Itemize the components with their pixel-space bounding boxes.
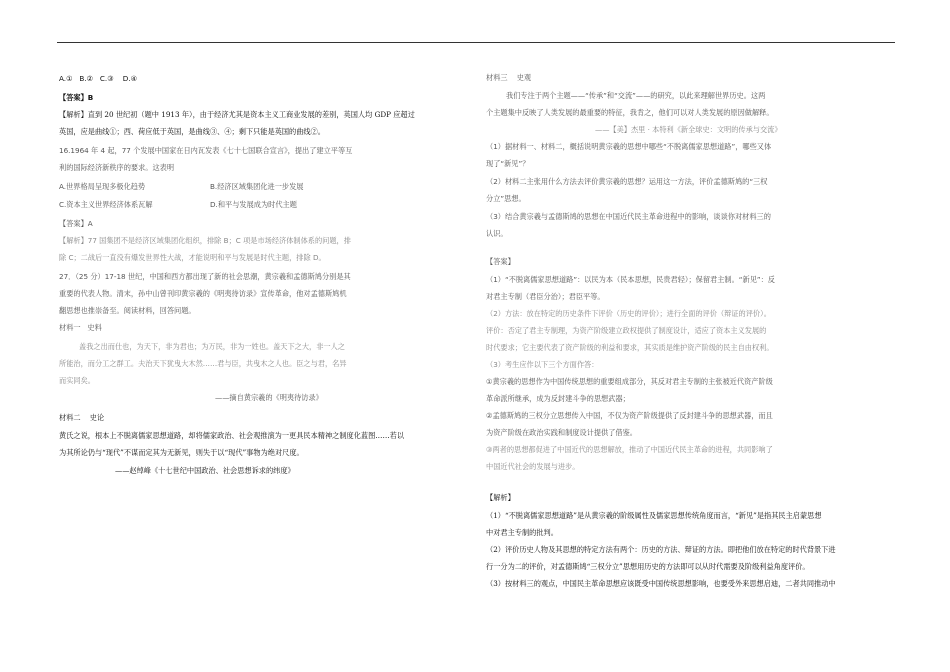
sub-question-3: 认识。 xyxy=(486,229,508,238)
answer-line: ③两者的思想都促进了中国近代的思想解放，推动了中国近代民主革命的进程，共同影响了 xyxy=(486,445,773,454)
material-1-source: ——摘自黄宗羲的《明夷待访录》 xyxy=(215,393,323,402)
material-3-text: 个主题集中反映了人类发展的最重要的特征，我肯之，他们可以对人类发展的原因做解释。 xyxy=(486,108,774,117)
answer-line: ②孟德斯鸠的三权分立思想传入中国，不仅为资产阶级提供了反封建斗争的思想武器，而且 xyxy=(486,411,773,420)
question-27-stem: 重要的代表人物。清末，孙中山曾刊印黄宗羲的《明夷待访录》宣传革命，他对孟德斯鸠机 xyxy=(59,289,347,298)
material-1-text: 盖我之出而仕也，为天下，非为君也；为万民，非为一姓也。盖天下之大，非一人之 xyxy=(79,342,345,351)
analysis-line: 【解析】直到 20 世纪初（题中 1913 年），由于经济尤其是资本主义工商业发展的差别，英国人均 GDP 应超过 xyxy=(59,110,415,119)
material-2-title: 材料二 史论 xyxy=(59,413,105,422)
analysis-line: 【解析】77 国集团不是经济区域集团化组织，排除 B；C 项是市场经济体制体系的问题，排 xyxy=(59,236,351,245)
answer-line: ①黄宗羲的思想作为中国传统思想的重要组成部分，其反对君主专制的主张被近代资产阶级 xyxy=(486,377,773,386)
material-1-title: 材料一 史料 xyxy=(59,323,102,332)
answer-line: （1）“不脱离儒家思想道路”：以民为本（民本思想，民贵君轻）；保留君主制。“新见”：反 xyxy=(486,275,775,284)
analysis-line: （3）按材料三的观点，中国民主革命思想应该既受中国传统思想影响，也要受外来思想启迪，二者共同推动中 xyxy=(486,579,836,588)
answer-label: 【答案】A xyxy=(59,219,93,228)
material-1-text: 而实同矣。 xyxy=(59,376,95,385)
sub-question-3: （3）结合黄宗羲与孟德斯鸠的思想在中国近代民主革命进程中的影响，谈谈你对材料三的 xyxy=(486,212,771,221)
answer-line: 中国近代社会的发展与进步。 xyxy=(486,462,580,471)
question-26-stem: 利的国际经济新秩序的要求。这表明 xyxy=(59,163,175,172)
question-27-stem: 27．（25 分）17-18 世纪，中国和西方都出现了新的社会思潮，黄宗羲和孟德斯鸠分别是其 xyxy=(59,272,351,281)
material-3-text: 我们专注于两个主题——“传承”和“交流”——的研究，以此来理解世界历史。这两 xyxy=(506,91,766,100)
sub-question-2: 分立”思想。 xyxy=(486,194,526,203)
analysis-line: 除 C；二战后一直没有爆发世界性大战，才能说明和平与发展是时代主题，排除 D。 xyxy=(59,253,326,262)
analysis-line: 中对君主专制的批判。 xyxy=(486,528,558,537)
answer-line: 时代要求；它主要代表了资产阶级的利益和要求，其实质是维护资产阶级的民主自由权利。 xyxy=(486,343,774,352)
option-d: D.和平与发展成为时代主题 xyxy=(210,200,297,209)
question-options: A.① B.② C.③ D.④ xyxy=(59,74,138,83)
answer-line: 革命派所继承，成为反封建斗争的思想武器； xyxy=(486,394,630,403)
option-b: B.经济区域集团化进一步发展 xyxy=(210,182,304,191)
answer-line: 评价：否定了君主专制理，为资产阶级建立政权提供了制度设计，适应了资本主义发展的 xyxy=(486,326,767,335)
header-rule xyxy=(57,42,895,43)
analysis-line: （1）“不脱离儒家思想道路”是从黄宗羲的阶级属性及儒家思想传统角度而言，“新见”是指其民主启蒙思想 xyxy=(486,511,822,520)
sub-question-1: （1）据材料一、材料二，概括说明黄宗羲的思想中哪些“不脱离儒家思想道路”，哪些又体 xyxy=(486,142,772,151)
analysis-line: （2）评价历史人物及其思想的特定方法有两个：历史的方法、辩证的方法。即把他们放在特定的时代背景下进 xyxy=(486,545,836,554)
question-26-stem: 16.1964 年 4 起，77 个发展中国家在日内瓦发表《七十七国联合宣言》，提出了建立平等互 xyxy=(59,146,353,155)
answer-line: 对君主专制（君臣分治）；君臣平等。 xyxy=(486,292,605,301)
sub-question-2: （2）材料二主张用什么方法去评价黄宗羲的思想？运用这一方法，评价孟德斯鸠的“三权 xyxy=(486,177,768,186)
answer-line: （2）方法：放在特定的历史条件下评价（历史的评价）；进行全面的评价（辩证的评价）。 xyxy=(486,309,771,318)
analysis-line: 行一分为二的评价，对孟德斯鸠“三权分立”思想用历史的方法即可以从时代需要及阶级利益角度评价。 xyxy=(486,562,810,571)
answer-line: （3）考生应作以下三个方面作答： xyxy=(486,360,599,369)
material-2-text: 为其所论仍与“现代”不谋而定其为无新见，则失于以“现代”事物为绝对尺度。 xyxy=(59,448,304,457)
material-3-title: 材料三 史观 xyxy=(486,73,532,82)
option-a: A.世界格局呈现多极化趋势 xyxy=(59,182,146,191)
question-27-stem: 翻思想也推崇备至。阅读材料，回答问题。 xyxy=(59,306,196,315)
answer-line: 为资产阶级在政治实践和制度设计提供了借鉴。 xyxy=(486,428,637,437)
analysis-label: 【解析】 xyxy=(486,493,515,502)
option-c: C.资本主义世界经济体系瓦解 xyxy=(59,200,153,209)
material-2-source: ——赵绰峰《十七世纪中国政治、社会思想诉求的纬度》 xyxy=(115,466,295,475)
answer-label: 【答案】 xyxy=(486,257,515,266)
analysis-line: 英国，应是曲线①；西、荷应低于英国，是曲线③、④；剩下只能是英国的曲线②。 xyxy=(59,127,325,136)
material-1-text: 所能治，而分工之群工。夫治天下犹曳大木然……君与臣，共曳木之人也。臣之与君，名异 xyxy=(59,359,347,368)
material-2-text: 黄氏之说，根本上不脱离儒家思想道路，却将儒家政治、社会观推演为一更具民本精神之制度化蓝图……若以 xyxy=(59,431,405,440)
sub-question-1: 现了“新见”？ xyxy=(486,159,530,168)
answer-label: 【答案】B xyxy=(59,93,94,102)
material-3-source: ——【美】杰里 · 本特利《新全球史：文明的传承与交流》 xyxy=(595,125,782,134)
